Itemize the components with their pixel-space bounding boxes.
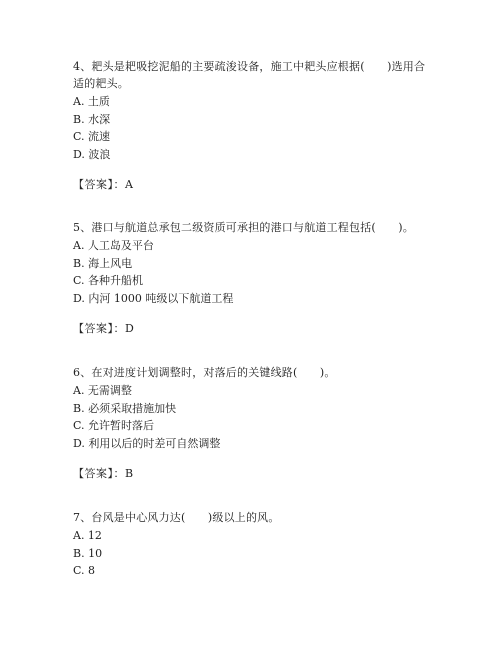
answer-4: 【答案】：A <box>73 178 134 191</box>
question-7 <box>73 509 433 580</box>
option-b: B. 海上风电 <box>73 256 133 270</box>
option-c: C. 流速 <box>73 130 111 143</box>
question-4 <box>73 58 433 163</box>
option-c: C. 各种升船机 <box>73 274 144 287</box>
option-c: C. 8 <box>73 564 96 577</box>
option-c: C. 允许暂时落后 <box>73 419 155 432</box>
answer-6: 【答案】：B <box>73 467 134 480</box>
answer-5: 【答案】：D <box>73 322 135 335</box>
question-stem: 7、台风是中心风力达( )级以上的风。 <box>73 511 280 524</box>
option-a: A. 人工岛及平台 <box>73 239 154 252</box>
question-stem: 4、耙头是耙吸挖泥船的主要疏浚设备，施工中耙头应根据( )选用合适的耙头。 <box>73 60 426 90</box>
option-a: A. 土质 <box>73 95 110 108</box>
question-5 <box>73 219 433 307</box>
question-stem: 6、在对进度计划调整时，对落后的关键线路( )。 <box>73 366 336 379</box>
option-a: A. 12 <box>73 529 102 542</box>
question-stem: 5、港口与航道总承包二级资质可承担的港口与航道工程包括( )。 <box>73 221 414 234</box>
option-b: B. 10 <box>73 546 103 560</box>
option-d: D. 内河 1000 吨级以下航道工程 <box>73 291 234 305</box>
option-b: B. 必须采取措施加快 <box>73 401 177 415</box>
option-d: D. 波浪 <box>73 147 111 161</box>
option-b: B. 水深 <box>73 112 111 126</box>
question-6 <box>73 364 433 452</box>
option-d: D. 利用以后的时差可自然调整 <box>73 436 221 450</box>
option-a: A. 无需调整 <box>73 384 132 397</box>
